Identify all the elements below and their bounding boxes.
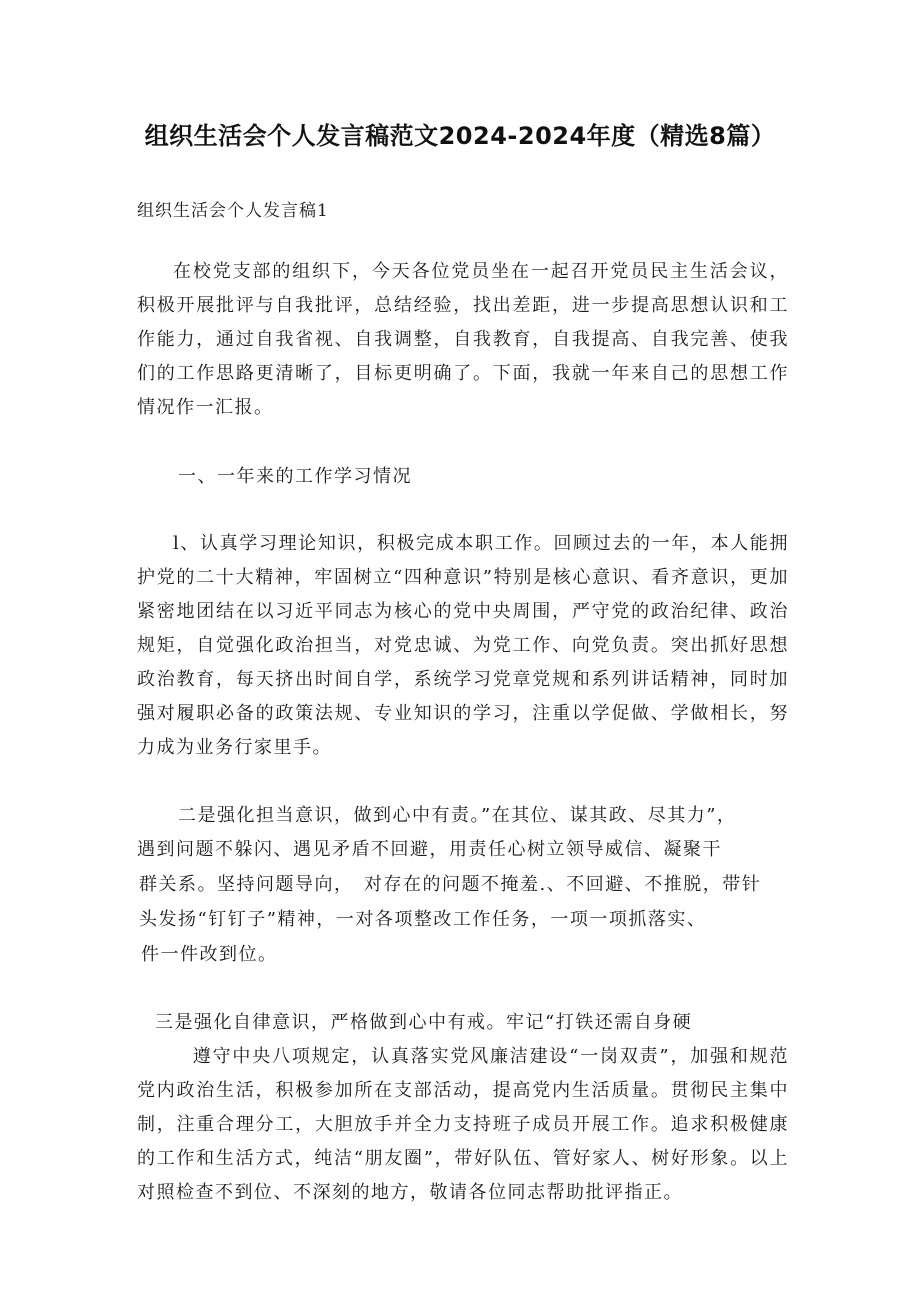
document-title: 组织生活会个人发言稿范文2024-2024年度（精选8篇）: [144, 122, 776, 150]
point-2-line-4: 头发扬“钉钉子”精神，一对各项整改工作任务，一项一项抓落实、: [139, 909, 707, 930]
section-subtitle: 组织生活会个人发言稿1: [137, 201, 329, 221]
intro-paragraph: 在校党支部的组织下，今天各位党员坐在一起召开党员民主生活会议，积极开展批评与自我批评，总结经验，找出差距，进一步提高思想认识和工作能力，通过自我省视、自我调整，自我教育，自我提高、自我完善、使我们的工作思路更清晰了，目标更明确了。下面，我就一年来自己的思想工作情况作一汇报。: [137, 261, 789, 418]
point-1-paragraph: l、认真学习理论知识，积极完成本职工作。回顾过去的一年，本人能拥护党的二十大精神，牢固树立“四种意识”特别是核心意识、看齐意识，更加紧密地团结在以习近平同志为核心的党中央周围，严守党的政治纪律、政治规矩，自觉强化政治担当，对党忠诚、为党工作、向党负责。突出抓好思想政治教育，每天挤出时间自学，系统学习党章党规和系列讲话精神，同时加强对履职必备的政策法规、专业知识的学习，注重以学促做、学做相长，努力成为业务行家里手。: [137, 533, 789, 758]
point-2-line-3: 群关系。坚持问题导向， 对存在的问题不掩羞.、不回避、不推脱，带针: [139, 874, 762, 895]
point-2-line-2: 遇到问题不躲闪、遇见矛盾不回避，用责任心树立领导威信、凝聚干: [137, 839, 722, 860]
point-2-line-5: 件一件改到位。: [141, 944, 278, 965]
point-2-line-1: 二是强化担当意识，做到心中有责。”在其位、谋其政、尽其力”，: [178, 805, 737, 826]
point-3-paragraph: 遵守中央八项规定，认真落实党风廉洁建设“一岗双责”，加强和规范党内政治生活，积极参加所在支部活动，提高党内生活质量。贯彻民主集中制，注重合理分工，大胆放手并全力支持班子成员开展工作。追求积极健康的工作和生活方式，纯洁“朋友圈”，带好队伍、管好家人、树好形象。以上对照检查不到位、不深刻的地方，敬请各位同志帮助批评指正。: [137, 1046, 789, 1203]
section-heading: 一、一年来的工作学习情况: [178, 466, 412, 487]
point-3-line: 三是强化自律意识，严格做到心中有戒。牢记“打铁还需自身硬: [155, 1012, 693, 1033]
